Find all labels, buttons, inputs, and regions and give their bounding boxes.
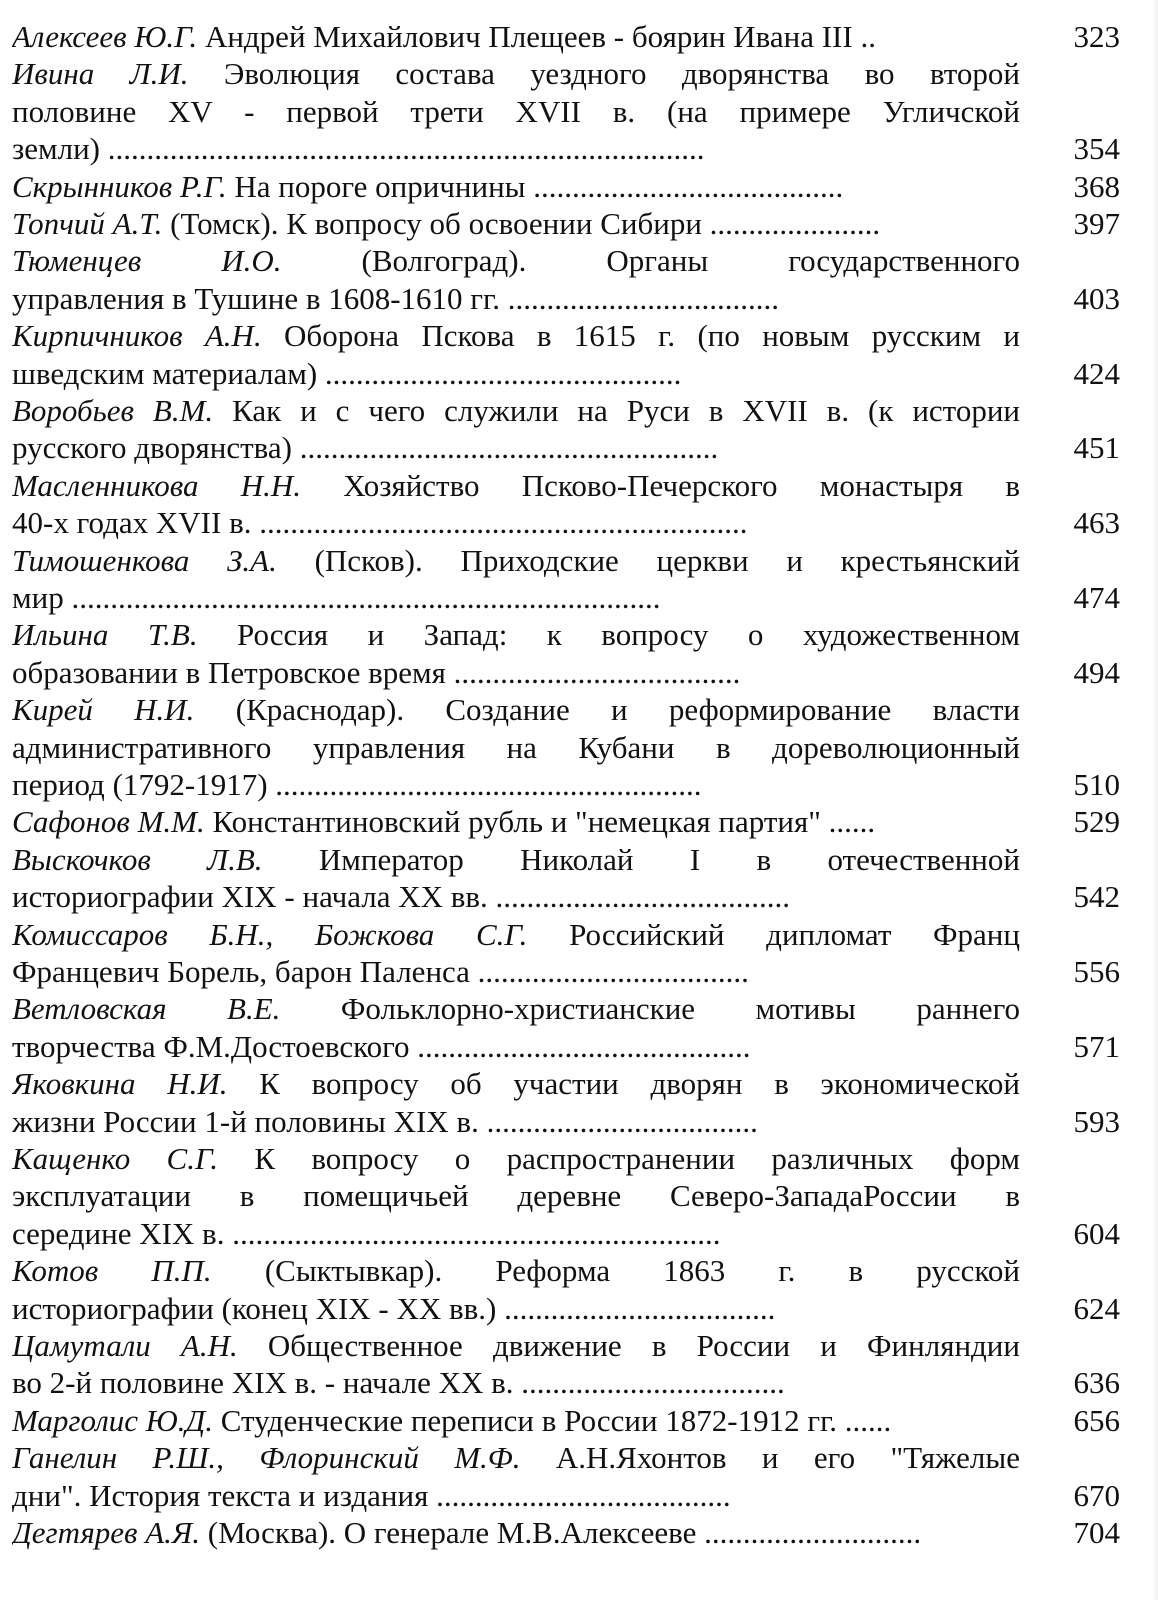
entry-line: период (1792-1917) ....................................................... xyxy=(12,766,702,802)
entry-title: Российский дипломат Франц xyxy=(527,916,1020,952)
page-number: 354 xyxy=(1073,131,1120,167)
entry-line: 40-х годах XVII в. ............................................................... xyxy=(12,505,748,541)
entry-title: (Москва). О генерале М.В.Алексееве ............................ xyxy=(200,1515,922,1550)
entry-title: Хозяйство Псково-Печерского монастыря в xyxy=(301,467,1020,503)
entry-author: Воробьев В.М. xyxy=(12,393,214,428)
page-number: 451 xyxy=(1073,430,1120,466)
toc-entry xyxy=(12,1140,1020,1252)
entry-author: Тимошенкова З.А. xyxy=(12,542,277,578)
entry-author: Марголис Ю.Д. xyxy=(12,1402,213,1438)
entry-author: Дегтярев А.Я. xyxy=(12,1515,201,1550)
entry-author: Скрынников Р.Г. xyxy=(12,168,227,204)
entry-line: русского дворянства) ...................................................... xyxy=(12,430,719,466)
entry-line: эксплуатации в помещичьей деревне Северо-ЗападаРоссии в xyxy=(12,1178,1020,1214)
entry-line xyxy=(12,1252,1020,1289)
toc-entry xyxy=(12,1252,1020,1327)
entry-title: К вопросу об участии дворян в экономической xyxy=(227,1066,1020,1102)
entry-title: Фольклорно-христианские мотивы раннего xyxy=(280,991,1020,1027)
entry-title: Эволюция состава уездного дворянства во второй xyxy=(188,56,1020,92)
entry-line: Францевич Борель, барон Паленса ................................... xyxy=(12,953,749,989)
entry-title: Константиновский рубль и "немецкая партия" ...... xyxy=(204,804,876,840)
entry-line: историографии XIX - начала XX вв. ...................................... xyxy=(12,879,790,915)
page-number: 670 xyxy=(1073,1477,1120,1513)
page-number: 463 xyxy=(1073,505,1120,541)
toc-entry xyxy=(12,1402,1020,1439)
page-number: 571 xyxy=(1073,1028,1120,1064)
entry-line xyxy=(12,1140,1020,1177)
entry-author: Котов П.П. xyxy=(12,1253,212,1289)
entry-line xyxy=(12,1327,1020,1364)
toc-entry xyxy=(12,168,1020,205)
entry-line: земли) ............................................................................. xyxy=(12,131,705,167)
page-number: 624 xyxy=(1073,1290,1120,1326)
entry-title: (Псков). Приходские церкви и крестьянский xyxy=(276,542,1020,578)
entry-author: Топчий А.Т. xyxy=(12,206,163,241)
entry-line xyxy=(12,55,1020,92)
entry-line xyxy=(12,1439,1020,1476)
entry-line: во 2-й половине XIX в. - начале XX в. .................................. xyxy=(12,1365,785,1401)
entry-line: жизни России 1-й половины XIX в. ................................... xyxy=(12,1103,758,1139)
page-edge-shadow xyxy=(1152,0,1158,1600)
page-number: 593 xyxy=(1073,1103,1120,1139)
toc-entry xyxy=(12,990,1020,1065)
entry-title: К вопросу о распространении различных форм xyxy=(218,1141,1020,1176)
entry-author: Масленникова Н.Н. xyxy=(12,467,302,503)
page-number: 323 xyxy=(1073,19,1120,54)
entry-author: Ильина Т.В. xyxy=(12,617,198,653)
entry-author: Кирпичников А.Н. xyxy=(12,318,262,354)
entry-title: Студенческие переписи в России 1872-1912 гг. ...... xyxy=(212,1402,892,1438)
entry-line: историографии (конец XIX - XX вв.) ................................... xyxy=(12,1290,776,1326)
entry-author: Кащенко С.Г. xyxy=(12,1141,219,1176)
toc-entry xyxy=(12,1439,1020,1514)
entry-line xyxy=(12,242,1020,279)
entry-title: Оборона Пскова в 1615 г. (по новым русским и xyxy=(261,318,1020,354)
toc-entry xyxy=(12,1065,1020,1140)
entry-line: шведским материалам) .............................................. xyxy=(12,355,682,391)
toc-entry xyxy=(12,542,1020,617)
entry-author: Выскочков Л.В. xyxy=(12,841,263,877)
entry-line xyxy=(12,803,1020,840)
page-number: 368 xyxy=(1073,168,1120,204)
entry-title: (Томск). К вопросу об освоении Сибири ...................... xyxy=(162,206,881,241)
entry-line: административного управления на Кубани в дореволюционный xyxy=(12,729,1020,765)
entry-author: Тюменцев И.О. xyxy=(12,243,282,279)
entry-title: (Краснодар). Создание и реформирование власти xyxy=(194,692,1020,728)
entry-author: Ганелин Р.Ш., Флоринский М.Ф. xyxy=(12,1440,521,1476)
entry-line xyxy=(12,1514,1020,1551)
toc-entry xyxy=(12,1514,1020,1551)
entry-line: мир ............................................................................ xyxy=(12,579,661,615)
entry-line: середине XIX в. ............................................................... xyxy=(12,1215,721,1251)
entry-title: А.Н.Яхонтов и его "Тяжелые xyxy=(520,1440,1020,1476)
toc-entry xyxy=(12,18,1020,55)
entry-line xyxy=(12,841,1020,878)
entry-title: (Волгоград). Органы государственного xyxy=(281,243,1020,279)
entry-line xyxy=(12,205,1020,242)
page-number: 494 xyxy=(1073,654,1120,690)
entry-line xyxy=(12,1402,1020,1439)
entry-line xyxy=(12,317,1020,354)
toc-entry xyxy=(12,841,1020,916)
page-number: 604 xyxy=(1073,1215,1120,1251)
entry-author: Ветловская В.Е. xyxy=(12,991,281,1027)
entry-line: управления в Тушине в 1608-1610 гг. ................................... xyxy=(12,280,779,316)
entry-line xyxy=(12,1065,1020,1102)
entry-line: творчества Ф.М.Достоевского ........................................... xyxy=(12,1028,751,1064)
page-number: 704 xyxy=(1073,1515,1120,1550)
toc-entry xyxy=(12,916,1020,991)
page-number: 636 xyxy=(1073,1365,1120,1401)
entry-author: Комиссаров Б.Н., Божкова С.Г. xyxy=(12,916,528,952)
entry-title: Император Николай I в отечественной xyxy=(262,841,1020,877)
page-number: 397 xyxy=(1073,206,1120,241)
toc-entry xyxy=(12,55,1020,167)
entry-title: Россия и Запад: к вопросу о художественном xyxy=(197,617,1020,653)
entry-author: Цамутали А.Н. xyxy=(12,1328,238,1363)
toc-entry xyxy=(12,616,1020,691)
toc-entry xyxy=(12,467,1020,542)
entry-line xyxy=(12,542,1020,579)
entry-line xyxy=(12,18,1020,55)
entry-title: На пороге опричнины ........................................ xyxy=(226,168,844,204)
entry-line xyxy=(12,616,1020,653)
page-number: 510 xyxy=(1073,767,1120,802)
toc-entry xyxy=(12,803,1020,840)
entry-line xyxy=(12,467,1020,504)
toc-entry xyxy=(12,242,1020,317)
entry-line xyxy=(12,691,1020,728)
toc-entry xyxy=(12,1327,1020,1402)
toc-entry xyxy=(12,392,1020,467)
entry-line xyxy=(12,916,1020,953)
entry-author: Кирей Н.И. xyxy=(12,692,195,728)
toc-entry xyxy=(12,317,1020,392)
entry-line xyxy=(12,168,1020,205)
entry-title: Общественное движение в России и Финляндии xyxy=(237,1328,1020,1363)
entry-title: Андрей Михайлович Плещеев - боярин Ивана III .. xyxy=(197,19,876,54)
entry-author: Ивина Л.И. xyxy=(12,56,189,92)
entry-line xyxy=(12,990,1020,1027)
entry-author: Алексеев Ю.Г. xyxy=(12,19,198,54)
entry-line: образовании в Петровское время ..................................... xyxy=(12,654,741,690)
page-number: 529 xyxy=(1073,804,1120,840)
entry-author: Яковкина Н.И. xyxy=(12,1066,228,1102)
page-number: 542 xyxy=(1073,879,1120,915)
entry-line xyxy=(12,392,1020,429)
entry-title: Как и с чего служили на Руси в XVII в. (к истории xyxy=(213,393,1020,428)
page-number: 424 xyxy=(1073,355,1120,391)
entry-title: (Сыктывкар). Реформа 1863 г. в русской xyxy=(211,1253,1020,1289)
toc-entry xyxy=(12,205,1020,242)
page-number: 556 xyxy=(1073,954,1120,989)
page-number: 656 xyxy=(1073,1402,1120,1438)
page-number: 403 xyxy=(1073,280,1120,316)
page-number: 474 xyxy=(1073,580,1120,615)
entry-author: Сафонов М.М. xyxy=(12,804,205,840)
entry-line: половине XV - первой трети XVII в. (на примере Угличской xyxy=(12,93,1020,129)
entry-line: дни". История текста и издания ...................................... xyxy=(12,1477,731,1513)
toc-entry xyxy=(12,691,1020,803)
